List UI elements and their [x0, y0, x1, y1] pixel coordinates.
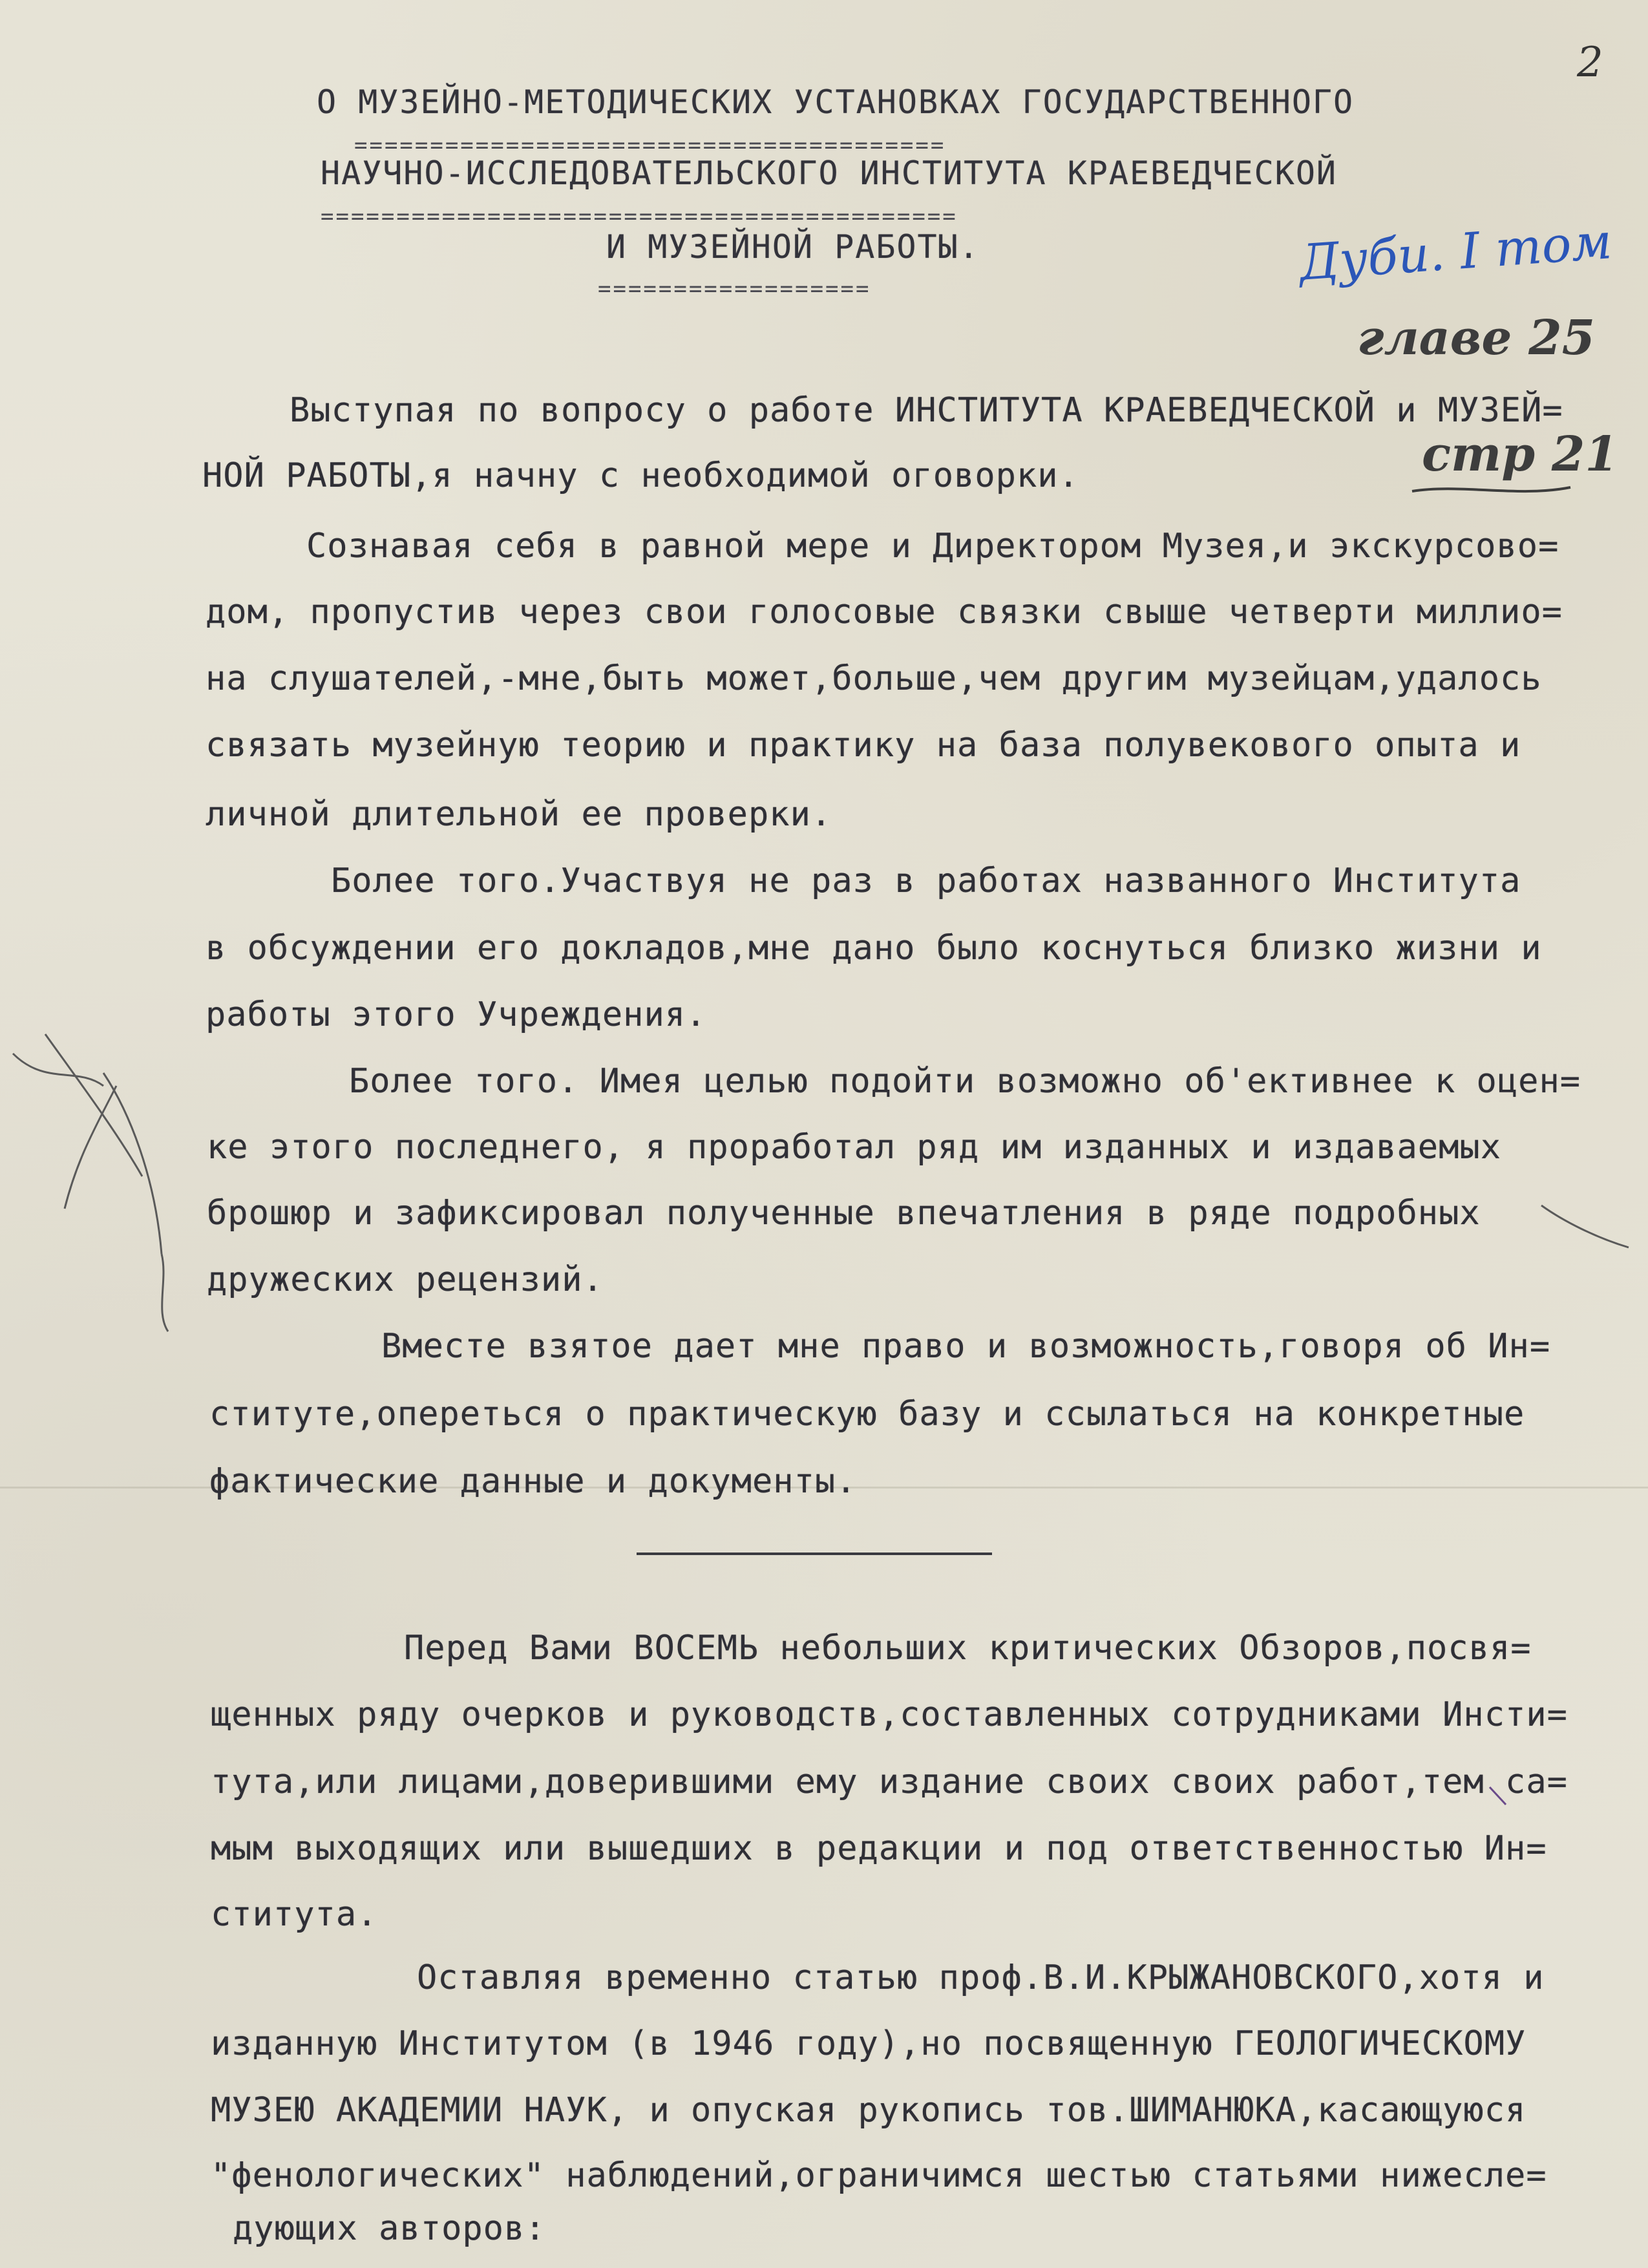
pencil-scribble-mark	[6, 1008, 239, 1344]
page-number: 2	[1577, 39, 1603, 87]
body-line-26: "фенологических" наблюдений,ограничимся шестью статьями нижесле=	[211, 2156, 1547, 2195]
title-line-1: О МУЗЕЙНО-МЕТОДИЧЕСКИХ УСТАНОВКАХ ГОСУДАРСТВЕННОГО	[317, 83, 1355, 121]
body-line-4: дом, пропустив через свои голосовые связки свыше четверти миллио=	[206, 593, 1563, 631]
body-line-20: тута,или лицами,доверившими ему издание своих своих работ,тем са=	[211, 1763, 1568, 1801]
title-line-2: НАУЧНО-ИССЛЕДОВАТЕЛЬСКОГО ИНСТИТУТА КРАЕВЕДЧЕСКОЙ	[321, 154, 1338, 192]
body-line-16: ституте,опереться о практическую базу и ссылаться на конкретные	[209, 1395, 1525, 1434]
chapter-note: главе 25	[1357, 310, 1596, 366]
pencil-stroke-right	[1538, 1202, 1635, 1254]
body-line-12: ке этого последнего, я проработал ряд им изданных и издаваемых	[207, 1128, 1502, 1167]
underline-mark	[1409, 478, 1577, 504]
body-line-27: дующих авторов:	[233, 2209, 546, 2248]
body-line-11: Более того. Имея целью подойти возможно об'ективнее к оцен=	[349, 1062, 1581, 1101]
body-line-7: личной длительной ее проверки.	[206, 795, 832, 834]
body-line-2: НОЙ РАБОТЫ,я начну с необходимой оговорки.	[202, 456, 1079, 495]
body-line-17: фактические данные и документы.	[209, 1462, 857, 1501]
pencil-tick-mark	[1486, 1784, 1512, 1810]
body-line-3: Сознавая себя в равной мере и Директором Музея,и экскурсово=	[306, 527, 1559, 566]
body-line-23: Оставляя временно статью проф.В.И.КРЫЖАНОВСКОГО,хотя и	[417, 1958, 1545, 1997]
body-line-21: мым выходящих или вышедших в редакции и под ответственностью Ин=	[211, 1829, 1547, 1868]
body-line-14: дружеских рецензий.	[207, 1260, 604, 1299]
page-reference-note: стр 21	[1422, 427, 1618, 482]
body-line-13: брошюр и зафиксировал полученные впечатления в ряде подробных	[207, 1194, 1481, 1233]
body-line-22: ститута.	[211, 1895, 378, 1934]
body-line-19: щенных ряду очерков и руководств,составленных сотрудниками Инсти=	[211, 1695, 1568, 1734]
title-rule-1: =======================================	[354, 132, 946, 158]
title-rule-3: ==================	[598, 276, 871, 302]
body-line-5: на слушателей,-мне,быть может,больше,чем другим музейцам,удалось	[206, 659, 1542, 698]
blue-handwritten-note: Дуби. I том	[1297, 212, 1614, 291]
body-line-9: в обсуждении его докладов,мне дано было коснуться близко жизни и	[206, 929, 1542, 968]
title-rule-2: ==========================================	[321, 204, 958, 229]
body-line-15: Вместе взятое дает мне право и возможность,говоря об Ин=	[381, 1327, 1551, 1366]
body-line-1: Выступая по вопросу о работе ИНСТИТУТА КРАЕВЕДЧЕСКОЙ и МУЗЕЙ=	[290, 391, 1563, 430]
section-divider	[637, 1553, 992, 1555]
body-line-6: связать музейную теорию и практику на база полувекового опыта и	[206, 726, 1521, 765]
body-line-25: МУЗЕЮ АКАДЕМИИ НАУК, и опуская рукопись тов.ШИМАНЮКА,касающуюся	[211, 2091, 1527, 2130]
body-line-10: работы этого Учреждения.	[206, 995, 707, 1034]
body-line-18: Перед Вами ВОСЕМЬ небольших критических Обзоров,посвя=	[404, 1629, 1532, 1668]
title-line-3: И МУЗЕЙНОЙ РАБОТЫ.	[606, 228, 980, 266]
body-line-8: Более того.Участвуя не раз в работах названного Института	[331, 862, 1521, 900]
body-line-24: изданную Институтом (в 1946 году),но посвященную ГЕОЛОГИЧЕСКОМУ	[211, 2024, 1527, 2063]
